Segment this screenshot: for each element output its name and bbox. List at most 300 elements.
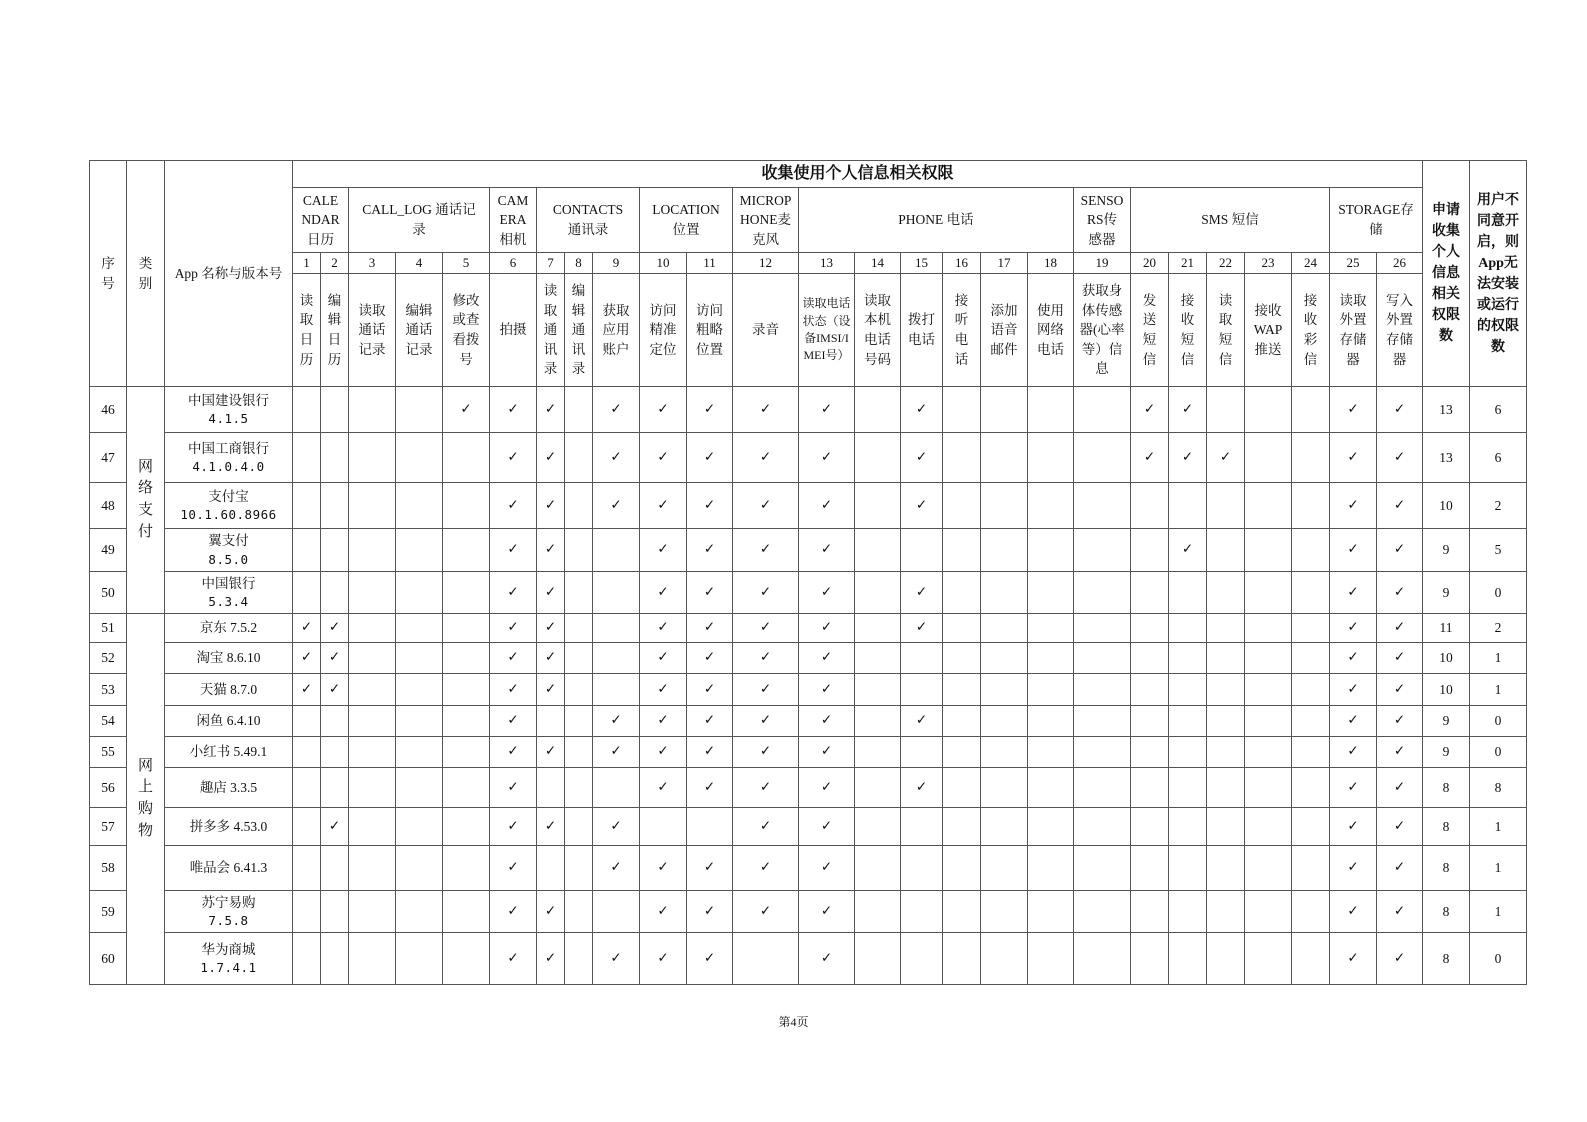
table-row [90,433,1527,483]
permission-group-3 [490,188,537,253]
permission-cell [1207,483,1245,529]
check-mark-icon: ✓ [820,583,833,600]
permission-cell [349,387,396,433]
permission-cell [733,933,799,985]
check-mark-icon: ✓ [460,400,472,417]
row-request-count: 13 [1423,433,1470,483]
app-name: 华为商城 [201,941,256,957]
permission-name-label: 发送短信 [1142,292,1157,367]
permission-cell [855,483,901,529]
app-name: 中国银行 [201,575,256,591]
check-mark-icon: ✓ [759,743,772,760]
permission-cell [396,483,443,529]
row-seq: 50 [90,572,127,614]
permission-cell [349,808,396,846]
permission-cell [321,933,349,985]
permission-cell [321,572,349,614]
permission-cell [640,891,687,933]
permission-cell [981,808,1028,846]
row-refuse-count: 6 [1470,433,1527,483]
permission-cell [1330,808,1377,846]
permission-cell [733,572,799,614]
permission-cell [1377,768,1423,808]
permission-cell [1074,768,1131,808]
permission-cell [1074,433,1131,483]
check-mark-icon: ✓ [657,778,669,795]
permission-cell [981,614,1028,643]
app-version: 4.1.0.4.0 [192,459,265,475]
permission-cell [1207,614,1245,643]
app-name: 中国工商银行 [188,440,269,456]
check-mark-icon: ✓ [544,541,557,558]
permission-cell [490,529,537,572]
check-mark-icon: ✓ [1347,541,1359,558]
permission-cell [687,674,733,706]
check-mark-icon: ✓ [507,817,519,834]
permission-name [855,274,901,387]
permission-name-label: 读取本机电话号码 [864,292,891,367]
check-mark-icon: ✓ [1393,496,1406,513]
permission-cell [1028,768,1074,808]
permission-cell [687,433,733,483]
permission-name [321,274,349,387]
permission-cell [321,808,349,846]
check-mark-icon: ✓ [300,619,313,636]
permission-cell [490,614,537,643]
row-refuse-count: 8 [1470,768,1527,808]
check-mark-icon: ✓ [703,712,716,729]
permission-cell [799,572,855,614]
permission-cell [640,768,687,808]
check-mark-icon: ✓ [657,649,669,666]
permission-cell [1330,433,1377,483]
check-mark-icon: ✓ [1393,778,1406,795]
permission-cell [349,737,396,768]
permission-name-label: 访问粗略位置 [696,302,723,357]
permission-cell [565,483,593,529]
permission-cell [687,483,733,529]
permission-cell [687,933,733,985]
permission-cell [1245,933,1292,985]
check-mark-icon: ✓ [759,817,772,834]
permission-cell [799,933,855,985]
permission-cell [565,933,593,985]
check-mark-icon: ✓ [1219,448,1232,465]
permission-cell [733,643,799,674]
permission-cell [537,706,565,737]
permission-cell [565,737,593,768]
permission-cell [687,706,733,737]
check-mark-icon: ✓ [657,902,669,919]
permission-cell [1028,614,1074,643]
permission-number: 12 [733,253,799,274]
app-name: 天猫 8.7.0 [199,681,258,697]
row-category-label: 网上购物 [138,757,154,839]
check-mark-icon: ✓ [1347,778,1359,795]
app-name: 中国建设银行 [188,392,269,408]
permission-cell [349,674,396,706]
check-mark-icon: ✓ [759,619,772,636]
permission-cell [321,529,349,572]
permission-cell [1207,768,1245,808]
permission-cell [1074,572,1131,614]
check-mark-icon: ✓ [657,680,669,697]
permission-cell [640,643,687,674]
permission-cell [593,737,640,768]
permission-cell [1028,846,1074,891]
permission-cell [1245,387,1292,433]
permission-cell [687,387,733,433]
permission-cell [396,572,443,614]
row-request-count: 11 [1423,614,1470,643]
permission-cell [640,483,687,529]
permission-cell [640,737,687,768]
row-request-count: 9 [1423,572,1470,614]
permission-cell [1377,433,1423,483]
permission-cell [293,706,321,737]
permission-cell [443,808,490,846]
permission-cell [943,433,981,483]
row-refuse-count: 1 [1470,674,1527,706]
permission-cell [799,737,855,768]
permission-cell [1074,674,1131,706]
permission-cell [901,643,943,674]
permission-cell [901,483,943,529]
permission-cell [293,643,321,674]
permission-cell [593,933,640,985]
permission-cell [1292,387,1330,433]
permission-name-label: 读取通话记录 [358,302,386,357]
header-seq-label: 序号 [101,255,115,291]
permission-cell [293,933,321,985]
permission-cell [640,808,687,846]
table-row [90,483,1527,529]
permission-cell [293,846,321,891]
check-mark-icon: ✓ [507,583,519,600]
permission-cell [981,572,1028,614]
check-mark-icon: ✓ [820,817,833,834]
check-mark-icon: ✓ [1393,541,1406,558]
permission-cell [1330,768,1377,808]
permission-cell [1074,846,1131,891]
app-name: 苏宁易购 [201,894,256,910]
permission-name-label: 读取日历 [299,292,314,367]
permission-cell [799,387,855,433]
check-mark-icon: ✓ [1393,400,1406,417]
permission-number: 26 [1377,253,1423,274]
permission-cell [1292,674,1330,706]
permission-cell [490,433,537,483]
permission-cell [396,768,443,808]
permission-cell [1074,891,1131,933]
permission-cell [1028,674,1074,706]
row-seq: 54 [90,706,127,737]
permission-name-label: 接收短信 [1180,292,1195,367]
permission-cell [1074,614,1131,643]
permission-cell [1292,614,1330,643]
permission-group-5 [640,188,733,253]
check-mark-icon: ✓ [1347,949,1359,966]
permission-cell [1131,433,1169,483]
permission-cell [443,643,490,674]
permission-cell [1330,933,1377,985]
permission-name [1377,274,1423,387]
permission-cell [321,706,349,737]
check-mark-icon: ✓ [820,743,833,760]
permission-cell [537,483,565,529]
permission-cell [1292,643,1330,674]
permission-cell [396,529,443,572]
check-mark-icon: ✓ [703,619,716,636]
permission-cell [981,674,1028,706]
permission-cell [640,433,687,483]
permission-number: 22 [1207,253,1245,274]
check-mark-icon: ✓ [1181,400,1194,417]
table-row [90,768,1527,808]
permission-cell [293,674,321,706]
permission-name-label: 访问精准定位 [649,302,677,357]
check-mark-icon: ✓ [915,778,928,795]
app-version: 10.1.60.8966 [180,507,277,523]
permission-cell [943,846,981,891]
permission-name-label: 读取通讯录 [543,283,558,377]
permission-cell [1292,768,1330,808]
permission-cell [855,387,901,433]
permission-cell [855,933,901,985]
permission-cell [1207,737,1245,768]
check-mark-icon: ✓ [544,949,557,966]
check-mark-icon: ✓ [657,496,669,513]
check-mark-icon: ✓ [820,859,833,876]
table-row [90,808,1527,846]
permission-group-6 [733,188,799,253]
permission-cell [1292,706,1330,737]
check-mark-icon: ✓ [703,743,716,760]
permission-name-label: 添加语音邮件 [990,302,1018,357]
permission-cell [537,674,565,706]
permission-number: 7 [537,253,565,274]
permission-cell [349,643,396,674]
permission-cell [490,387,537,433]
permission-cell [1330,674,1377,706]
permission-cell [1169,768,1207,808]
permission-cell [799,483,855,529]
permission-cell [593,483,640,529]
permission-group-label: CONTACTS通讯录 [552,202,624,237]
permission-cell [687,614,733,643]
permission-cell [1131,846,1169,891]
app-name: 闲鱼 6.4.10 [196,713,261,729]
permission-cell [565,768,593,808]
permission-cell [321,614,349,643]
permission-cell [901,808,943,846]
permission-cell [1377,891,1423,933]
check-mark-icon: ✓ [657,619,669,636]
permission-cell [855,674,901,706]
permission-cell [1245,572,1292,614]
permission-cell [733,808,799,846]
check-mark-icon: ✓ [507,778,519,795]
permission-cell [1292,433,1330,483]
permission-cell [901,846,943,891]
permission-cell [396,433,443,483]
row-seq: 47 [90,433,127,483]
permission-cell [349,846,396,891]
permission-cell [1074,643,1131,674]
permission-cell [490,933,537,985]
permission-cell [901,614,943,643]
permission-cell [396,808,443,846]
permission-cell [565,643,593,674]
check-mark-icon: ✓ [657,541,669,558]
permission-cell [943,706,981,737]
permission-cell [1245,529,1292,572]
check-mark-icon: ✓ [1393,712,1406,729]
row-seq: 58 [90,846,127,891]
permission-cell [1330,643,1377,674]
permission-cell [733,846,799,891]
permission-cell [901,706,943,737]
app-version: 8.5.0 [208,551,249,567]
permission-number: 16 [943,253,981,274]
permission-cell [321,737,349,768]
permission-name-label: 编辑通讯录 [571,283,586,377]
permission-cell [855,846,901,891]
check-mark-icon: ✓ [328,817,341,834]
permission-cell [443,891,490,933]
permission-name [443,274,490,387]
permission-cell [565,614,593,643]
check-mark-icon: ✓ [703,778,716,795]
permission-cell [537,387,565,433]
permission-cell [1245,643,1292,674]
permission-cell [293,768,321,808]
permission-cell [1131,808,1169,846]
app-version: 5.3.4 [208,594,249,610]
permission-cell [349,933,396,985]
permission-name [733,274,799,387]
permission-cell [1169,433,1207,483]
permission-cell [321,643,349,674]
row-request-count: 8 [1423,891,1470,933]
row-refuse-count: 1 [1470,846,1527,891]
permission-cell [1169,846,1207,891]
permission-name [943,274,981,387]
check-mark-icon: ✓ [820,778,833,795]
permission-cell [901,572,943,614]
app-name: 京东 7.5.2 [199,620,258,636]
permission-cell [981,483,1028,529]
check-mark-icon: ✓ [915,448,928,465]
permission-cell [687,846,733,891]
check-mark-icon: ✓ [610,743,622,760]
row-app-name [165,737,293,768]
row-app-name [165,614,293,643]
row-app-name [165,643,293,674]
row-seq: 60 [90,933,127,985]
table-row [90,933,1527,985]
row-seq: 52 [90,643,127,674]
permission-cell [943,737,981,768]
row-request-count: 10 [1423,483,1470,529]
permission-cell [321,674,349,706]
permission-cell [687,529,733,572]
check-mark-icon: ✓ [703,583,716,600]
permission-cell [1028,433,1074,483]
permission-cell [1377,737,1423,768]
check-mark-icon: ✓ [1347,619,1359,636]
permission-cell [733,433,799,483]
permission-cell [1131,674,1169,706]
permission-cell [1074,737,1131,768]
permission-cell [799,808,855,846]
check-mark-icon: ✓ [1347,496,1359,513]
permission-cell [981,846,1028,891]
check-mark-icon: ✓ [1347,400,1359,417]
permission-cell [981,891,1028,933]
permission-cell [1131,891,1169,933]
permission-cell [640,674,687,706]
header-app-name: App 名称与版本号 [165,161,293,387]
check-mark-icon: ✓ [507,712,519,729]
check-mark-icon: ✓ [1393,859,1406,876]
permission-name [490,274,537,387]
check-mark-icon: ✓ [1143,400,1156,417]
permission-name-label: 接收WAP推送 [1253,302,1283,357]
check-mark-icon: ✓ [544,619,557,636]
check-mark-icon: ✓ [657,743,669,760]
check-mark-icon: ✓ [1393,817,1406,834]
check-mark-icon: ✓ [759,400,772,417]
check-mark-icon: ✓ [1143,448,1156,465]
permission-cell [1169,643,1207,674]
check-mark-icon: ✓ [1393,902,1406,919]
app-name: 趣店 3.3.5 [199,779,258,795]
permission-cell [733,737,799,768]
permission-group-label: MICROPHONE麦克风 [739,192,792,247]
permission-cell [1207,933,1245,985]
permission-number: 13 [799,253,855,274]
check-mark-icon: ✓ [507,743,519,760]
header-request-count-label: 申请收集个人信息相关权限数 [1432,203,1461,344]
permission-cell [1028,933,1074,985]
permission-cell [855,737,901,768]
check-mark-icon: ✓ [759,448,772,465]
check-mark-icon: ✓ [703,680,716,697]
check-mark-icon: ✓ [1393,448,1406,465]
permission-cell [1245,614,1292,643]
permission-cell [537,529,565,572]
check-mark-icon: ✓ [328,680,341,697]
table-row [90,891,1527,933]
check-mark-icon: ✓ [1347,448,1359,465]
permission-cell [1292,891,1330,933]
permission-cell [1169,483,1207,529]
permission-cell [443,933,490,985]
permission-name [349,274,396,387]
app-version: 7.5.8 [208,913,249,929]
permission-group-10 [1330,188,1423,253]
permission-cell [565,572,593,614]
permission-cell [1028,387,1074,433]
check-mark-icon: ✓ [820,680,833,697]
permission-name-label: 拨打电话 [908,312,935,347]
row-refuse-count: 1 [1470,643,1527,674]
permission-cell [1330,706,1377,737]
permission-name [1131,274,1169,387]
permission-number: 1 [293,253,321,274]
permission-cell [443,706,490,737]
